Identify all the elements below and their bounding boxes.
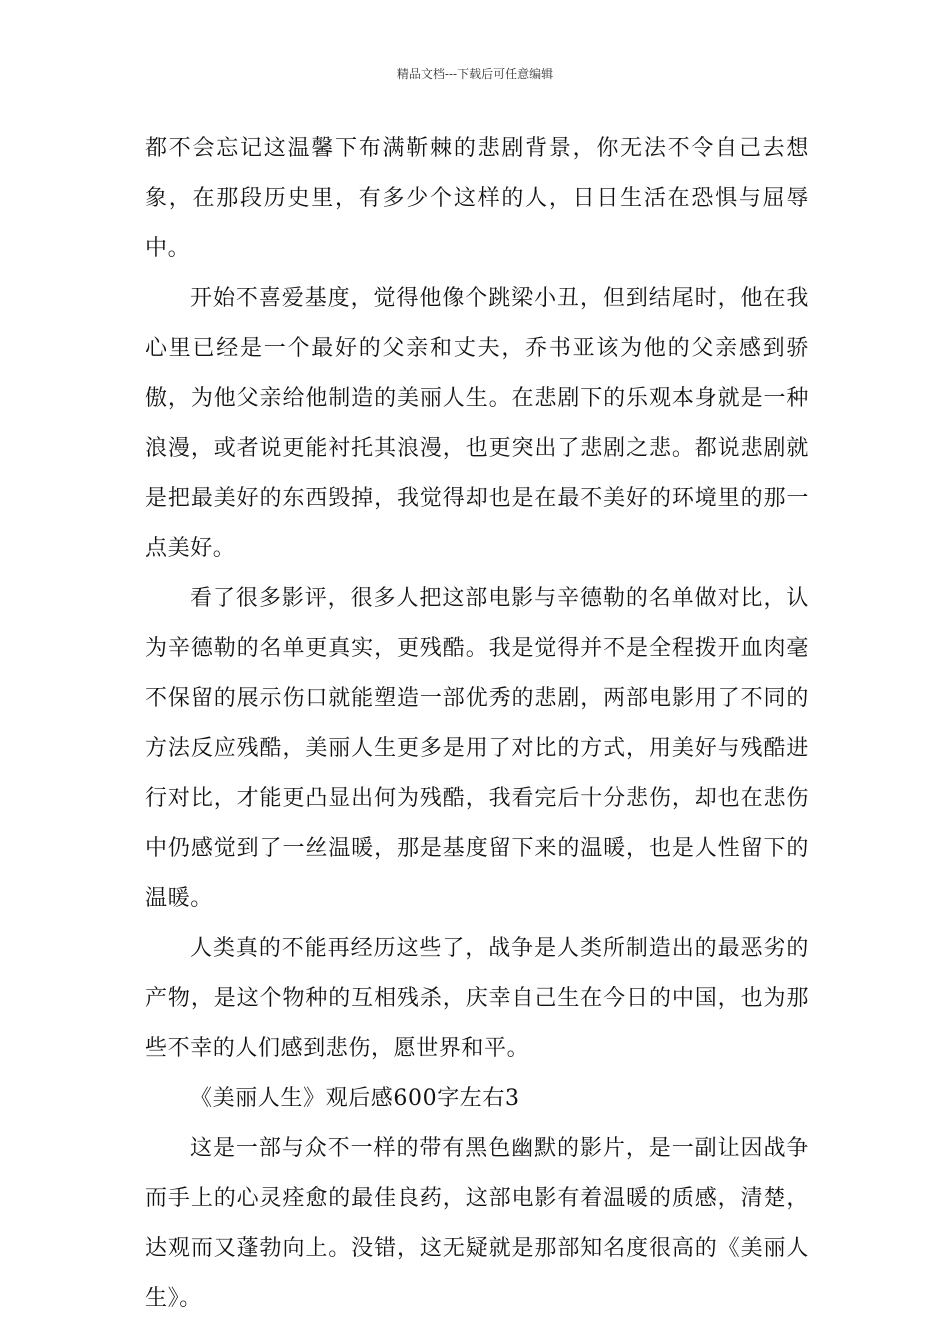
paragraph: 人类真的不能再经历这些了，战争是人类所制造出的最恶劣的产物，是这个物种的互相残杀，庆幸自己生在今日的中国，也为那些不幸的人们感到悲伤，愿世界和平。 — [145, 936, 809, 1061]
document-body — [145, 124, 809, 1324]
section-heading: 《美丽人生》观后感600字左右3 — [190, 1086, 520, 1111]
paragraph-continuation: 都不会忘记这温馨下布满靳棘的悲剧背景，你无法不令自己去想象，在那段历史里，有多少个这样的人，日日生活在恐惧与屈辱中。 — [145, 136, 809, 261]
paragraph: 这是一部与众不一样的带有黑色幽默的影片，是一副让因战争而手上的心灵痊愈的最佳良药，这部电影有着温暖的质感，清楚，达观而又蓬勃向上。没错，这无疑就是那部知名度很高的《美丽人生》。 — [145, 1136, 809, 1311]
page-header: 精品文档---下载后可任意编辑 — [396, 67, 554, 81]
paragraph: 看了很多影评，很多人把这部电影与辛德勒的名单做对比，认为辛德勒的名单更真实，更残酷。我是觉得并不是全程拨开血肉毫不保留的展示伤口就能塑造一部优秀的悲剧，两部电影用了不同的方法反应残酷，美丽人生更多是用了对比的方式，用美好与残酷进行对比，才能更凸显出何为残酷，我看完后十分悲伤，却也在悲伤中仍感觉到了一丝温暖，那是基度留下来的温暖，也是人性留下的温暖。 — [145, 586, 809, 911]
paragraph: 开始不喜爱基度，觉得他像个跳梁小丑，但到结尾时，他在我心里已经是一个最好的父亲和丈夫，乔书亚该为他的父亲感到骄傲，为他父亲给他制造的美丽人生。在悲剧下的乐观本身就是一种浪漫，或者说更能衬托其浪漫，也更突出了悲剧之悲。都说悲剧就是把最美好的东西毁掉，我觉得却也是在最不美好的环境里的那一点美好。 — [145, 286, 809, 561]
